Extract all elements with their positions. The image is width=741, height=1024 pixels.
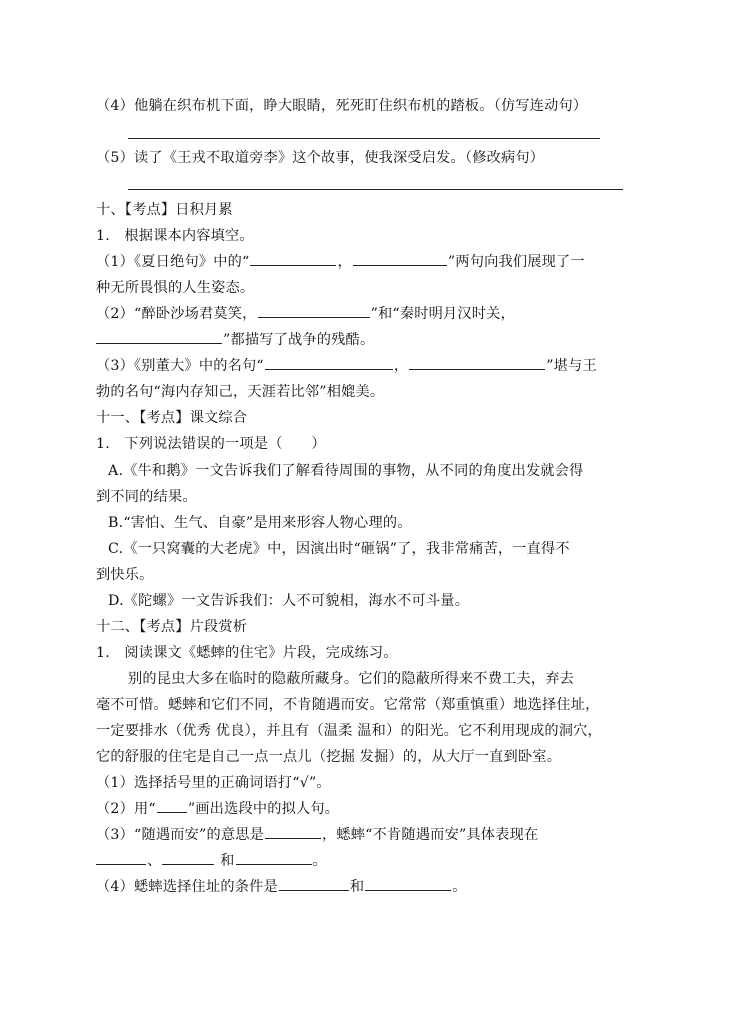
fill-item-3-line-2: 勃的名句“海内存知己，天涯若比邻”相媲美。 <box>96 384 385 400</box>
section-11-question-1: 1. 下列说法错误的一项是（ ） <box>96 436 326 452</box>
answer-line-q5[interactable] <box>128 189 623 190</box>
section-10-question-1: 1. 根据课本内容填空。 <box>96 228 254 244</box>
blank-s2-1[interactable] <box>258 305 370 318</box>
blank-behavior-1[interactable] <box>96 852 146 865</box>
answer-line-q4[interactable] <box>128 138 600 139</box>
section-10-heading: 十、【考点】日积月累 <box>96 202 233 218</box>
blank-s1-1[interactable] <box>250 253 336 266</box>
sub-question-3-line-1: （3）“随遇而安”的意思是 ，蟋蟀“不肯随遇而安”具体表现在 <box>96 827 539 843</box>
blank-condition-2[interactable] <box>365 878 451 891</box>
question-4-text: （4）他躺在织布机下面，睁大眼睛，死死盯住织布机的踏板。（仿写连动句） <box>96 98 588 114</box>
choice-a-line-1[interactable]: A.《牛和鹅》一文告诉我们了解看待周围的事物，从不同的角度出发就会得 <box>108 463 584 479</box>
blank-s3-2[interactable] <box>409 357 545 370</box>
fill-item-1-line-1: （1）《夏日绝句》中的“ ， ”两句向我们展现了一 <box>96 254 585 270</box>
section-11-heading: 十一、【考点】课文综合 <box>96 410 248 426</box>
sub-question-4: （4）蟋蟀选择住址的条件是 和 。 <box>96 879 467 895</box>
fill-item-3-line-1: （3）《别董大》中的名句“ ， ”堪与王 <box>96 358 597 374</box>
blank-s3-1[interactable] <box>265 357 393 370</box>
fill-item-1-line-2: 种无所畏惧的人生姿态。 <box>96 280 255 296</box>
wavy-line-sample <box>157 800 187 813</box>
sub-question-2: （2）用“ ”画出选段中的拟人句。 <box>96 801 340 817</box>
passage-line-3: 一定要排水（优秀 优良），并且有（温柔 温和）的阳光。它不利用现成的洞穴， <box>96 723 602 739</box>
blank-behavior-2[interactable] <box>162 852 214 865</box>
choice-c-line-2: 到快乐。 <box>96 567 154 583</box>
question-5-text: （5）读了《王戎不取道旁李》这个故事，使我深受启发。（修改病句） <box>96 150 545 166</box>
sub-question-3-line-2: 、 和 。 <box>96 851 327 871</box>
sub-question-1: （1）选择括号里的正确词语打“√”。 <box>96 775 331 791</box>
blank-meaning[interactable] <box>265 826 321 839</box>
section-12-question-1: 1. 阅读课文《蟋蟀的住宅》片段，完成练习。 <box>96 645 398 661</box>
choice-d[interactable]: D.《陀螺》一文告诉我们：人不可貌相，海水不可斗量。 <box>108 593 470 609</box>
blank-s2-2[interactable] <box>96 331 222 344</box>
choice-a-line-2: 到不同的结果。 <box>96 489 197 505</box>
section-12-heading: 十二、【考点】片段赏析 <box>96 619 248 635</box>
choice-c-line-1[interactable]: C.《一只窝囊的大老虎》中，因演出时“砸锅”了，我非常痛苦，一直得不 <box>108 541 570 557</box>
passage-line-2: 毫不可惜。蟋蟀和它们不同，不肯随遇而安。它常常（郑重慎重）地选择住址， <box>96 697 600 713</box>
blank-condition-1[interactable] <box>279 878 349 891</box>
blank-behavior-3[interactable] <box>236 852 312 865</box>
blank-s1-2[interactable] <box>353 253 447 266</box>
passage-line-4: 它的舒服的住宅是自己一点一点儿（挖掘 发掘）的，从大厅一直到卧室。 <box>96 749 562 765</box>
fill-item-2-line-2: ”都描写了战争的残酷。 <box>96 330 374 350</box>
choice-b[interactable]: B.“害怕、生气、自豪”是用来形容人物心理的。 <box>108 515 412 531</box>
fill-item-2-line-1: （2）“醉卧沙场君莫笑， ”和“秦时明月汉时关， <box>96 306 515 322</box>
passage-line-1: 别的昆虫大多在临时的隐蔽所藏身。它们的隐蔽所得来不费工夫，弃去 <box>128 671 575 687</box>
